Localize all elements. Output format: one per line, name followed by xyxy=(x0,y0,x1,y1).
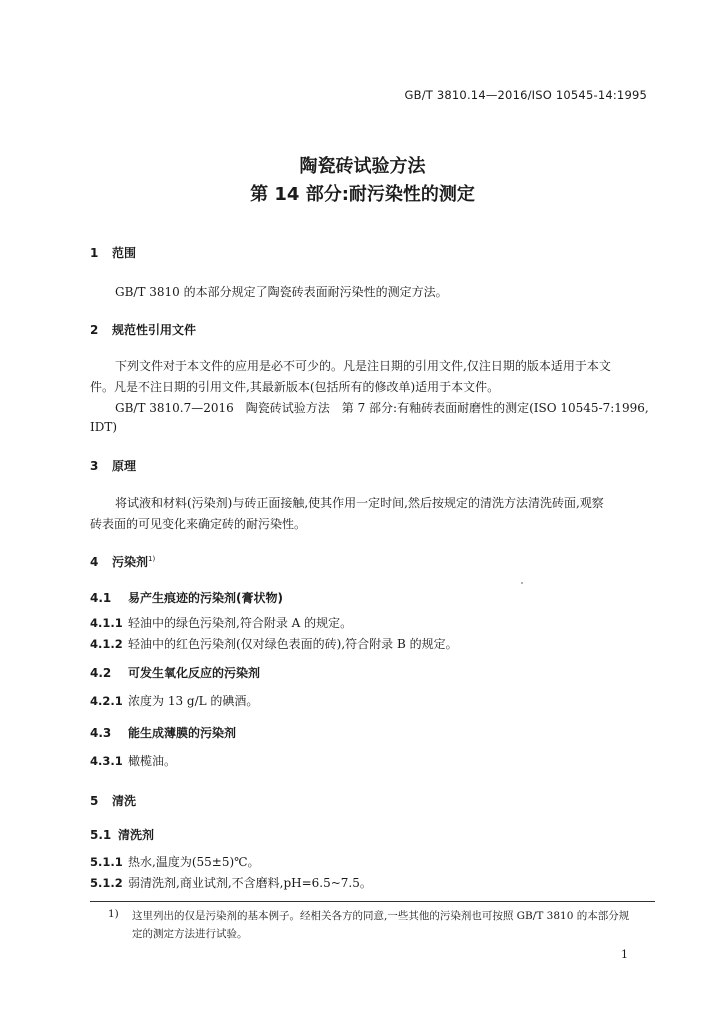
subsection-title: 易产生痕迹的污染剂(膏状物) xyxy=(128,591,283,605)
subsection-number: 5.1 xyxy=(90,828,112,842)
section-1-heading xyxy=(90,244,136,261)
item-text: 轻油中的红色污染剂(仅对绿色表面的砖),符合附录 B 的规定。 xyxy=(128,637,458,651)
section-number: 3 xyxy=(90,459,99,473)
subsection-4-3-heading xyxy=(90,724,236,741)
item-5-1-1 xyxy=(90,853,260,870)
section-3-heading xyxy=(90,457,136,474)
item-5-1-2 xyxy=(90,874,372,891)
subsection-title: 清洗剂 xyxy=(118,828,155,842)
footnote-text-line2: 定的测定方法进行试验。 xyxy=(132,928,248,940)
document-title-line1: 陶瓷砖试验方法 xyxy=(299,156,426,177)
section-3-text-line2: 砖表面的可见变化来确定砖的耐污染性。 xyxy=(90,517,307,531)
section-number: 1 xyxy=(90,246,99,260)
item-4-1-2 xyxy=(90,635,458,652)
item-number: 4.1.1 xyxy=(90,616,123,630)
section-2-para-line2: 件。凡是不注日期的引用文件,其最新版本(包括所有的修改单)适用于本文件。 xyxy=(90,380,500,394)
footnote-marker: 1) xyxy=(108,908,119,920)
document-title-line2: 第 14 部分:耐污染性的测定 xyxy=(250,184,475,205)
item-number: 4.2.1 xyxy=(90,694,123,708)
standard-code: GB/T 3810.14—2016/ISO 10545-14:1995 xyxy=(404,88,647,102)
item-text: 橄榄油。 xyxy=(128,754,177,768)
section-4-heading xyxy=(90,553,155,570)
item-number: 5.1.1 xyxy=(90,855,123,869)
item-number: 4.3.1 xyxy=(90,754,123,768)
subsection-4-2-heading xyxy=(90,664,260,681)
scan-speck xyxy=(521,582,523,584)
item-text: 浓度为 13 g/L 的碘酒。 xyxy=(128,694,259,708)
section-number: 5 xyxy=(90,794,99,808)
subsection-number: 4.1 xyxy=(90,591,112,605)
page-number: 1 xyxy=(621,948,628,961)
section-title: 原理 xyxy=(112,459,137,473)
section-3-text-line1: 将试液和材料(污染剂)与砖正面接触,使其作用一定时间,然后按规定的清洗方法清洗砖面,观察 xyxy=(115,496,604,510)
section-number: 2 xyxy=(90,323,99,337)
subsection-5-1-heading xyxy=(90,826,154,843)
subsection-title: 能生成薄膜的污染剂 xyxy=(128,726,237,740)
section-title: 清洗 xyxy=(112,794,137,808)
section-2-para-line1: 下列文件对于本文件的应用是必不可少的。凡是注日期的引用文件,仅注日期的版本适用于本文 xyxy=(115,359,611,373)
section-5-heading xyxy=(90,792,136,809)
section-2-heading xyxy=(90,321,196,338)
item-4-3-1 xyxy=(90,752,176,769)
normative-reference-line2: IDT) xyxy=(90,420,118,434)
item-text: 热水,温度为(55±5)℃。 xyxy=(128,855,260,869)
item-number: 4.1.2 xyxy=(90,637,123,651)
section-1-text: GB/T 3810 的本部分规定了陶瓷砖表面耐污染性的测定方法。 xyxy=(115,285,448,299)
subsection-4-1-heading xyxy=(90,589,283,606)
section-title: 规范性引用文件 xyxy=(112,323,197,337)
section-number: 4 xyxy=(90,555,99,569)
section-title: 范围 xyxy=(112,246,137,260)
subsection-number: 4.3 xyxy=(90,726,112,740)
footnote-separator xyxy=(90,901,655,902)
footnote-reference: 1) xyxy=(148,555,156,563)
subsection-title: 可发生氧化反应的污染剂 xyxy=(128,666,261,680)
subsection-number: 4.2 xyxy=(90,666,112,680)
section-title: 污染剂 xyxy=(112,555,149,569)
item-number: 5.1.2 xyxy=(90,876,123,890)
footnote-text-line1: 这里列出的仅是污染剂的基本例子。经相关各方的同意,一些其他的污染剂也可按照 GB/T 3810 的本部分规 xyxy=(132,910,630,922)
item-4-1-1 xyxy=(90,614,352,631)
item-text: 弱清洗剂,商业试剂,不含磨料,pH=6.5~7.5。 xyxy=(128,876,372,890)
item-text: 轻油中的绿色污染剂,符合附录 A 的规定。 xyxy=(128,616,353,630)
normative-reference-line1: GB/T 3810.7—2016 陶瓷砖试验方法 第 7 部分:有釉砖表面耐磨性的测定(ISO 10545-7:1996, xyxy=(115,401,649,415)
item-4-2-1 xyxy=(90,692,258,709)
